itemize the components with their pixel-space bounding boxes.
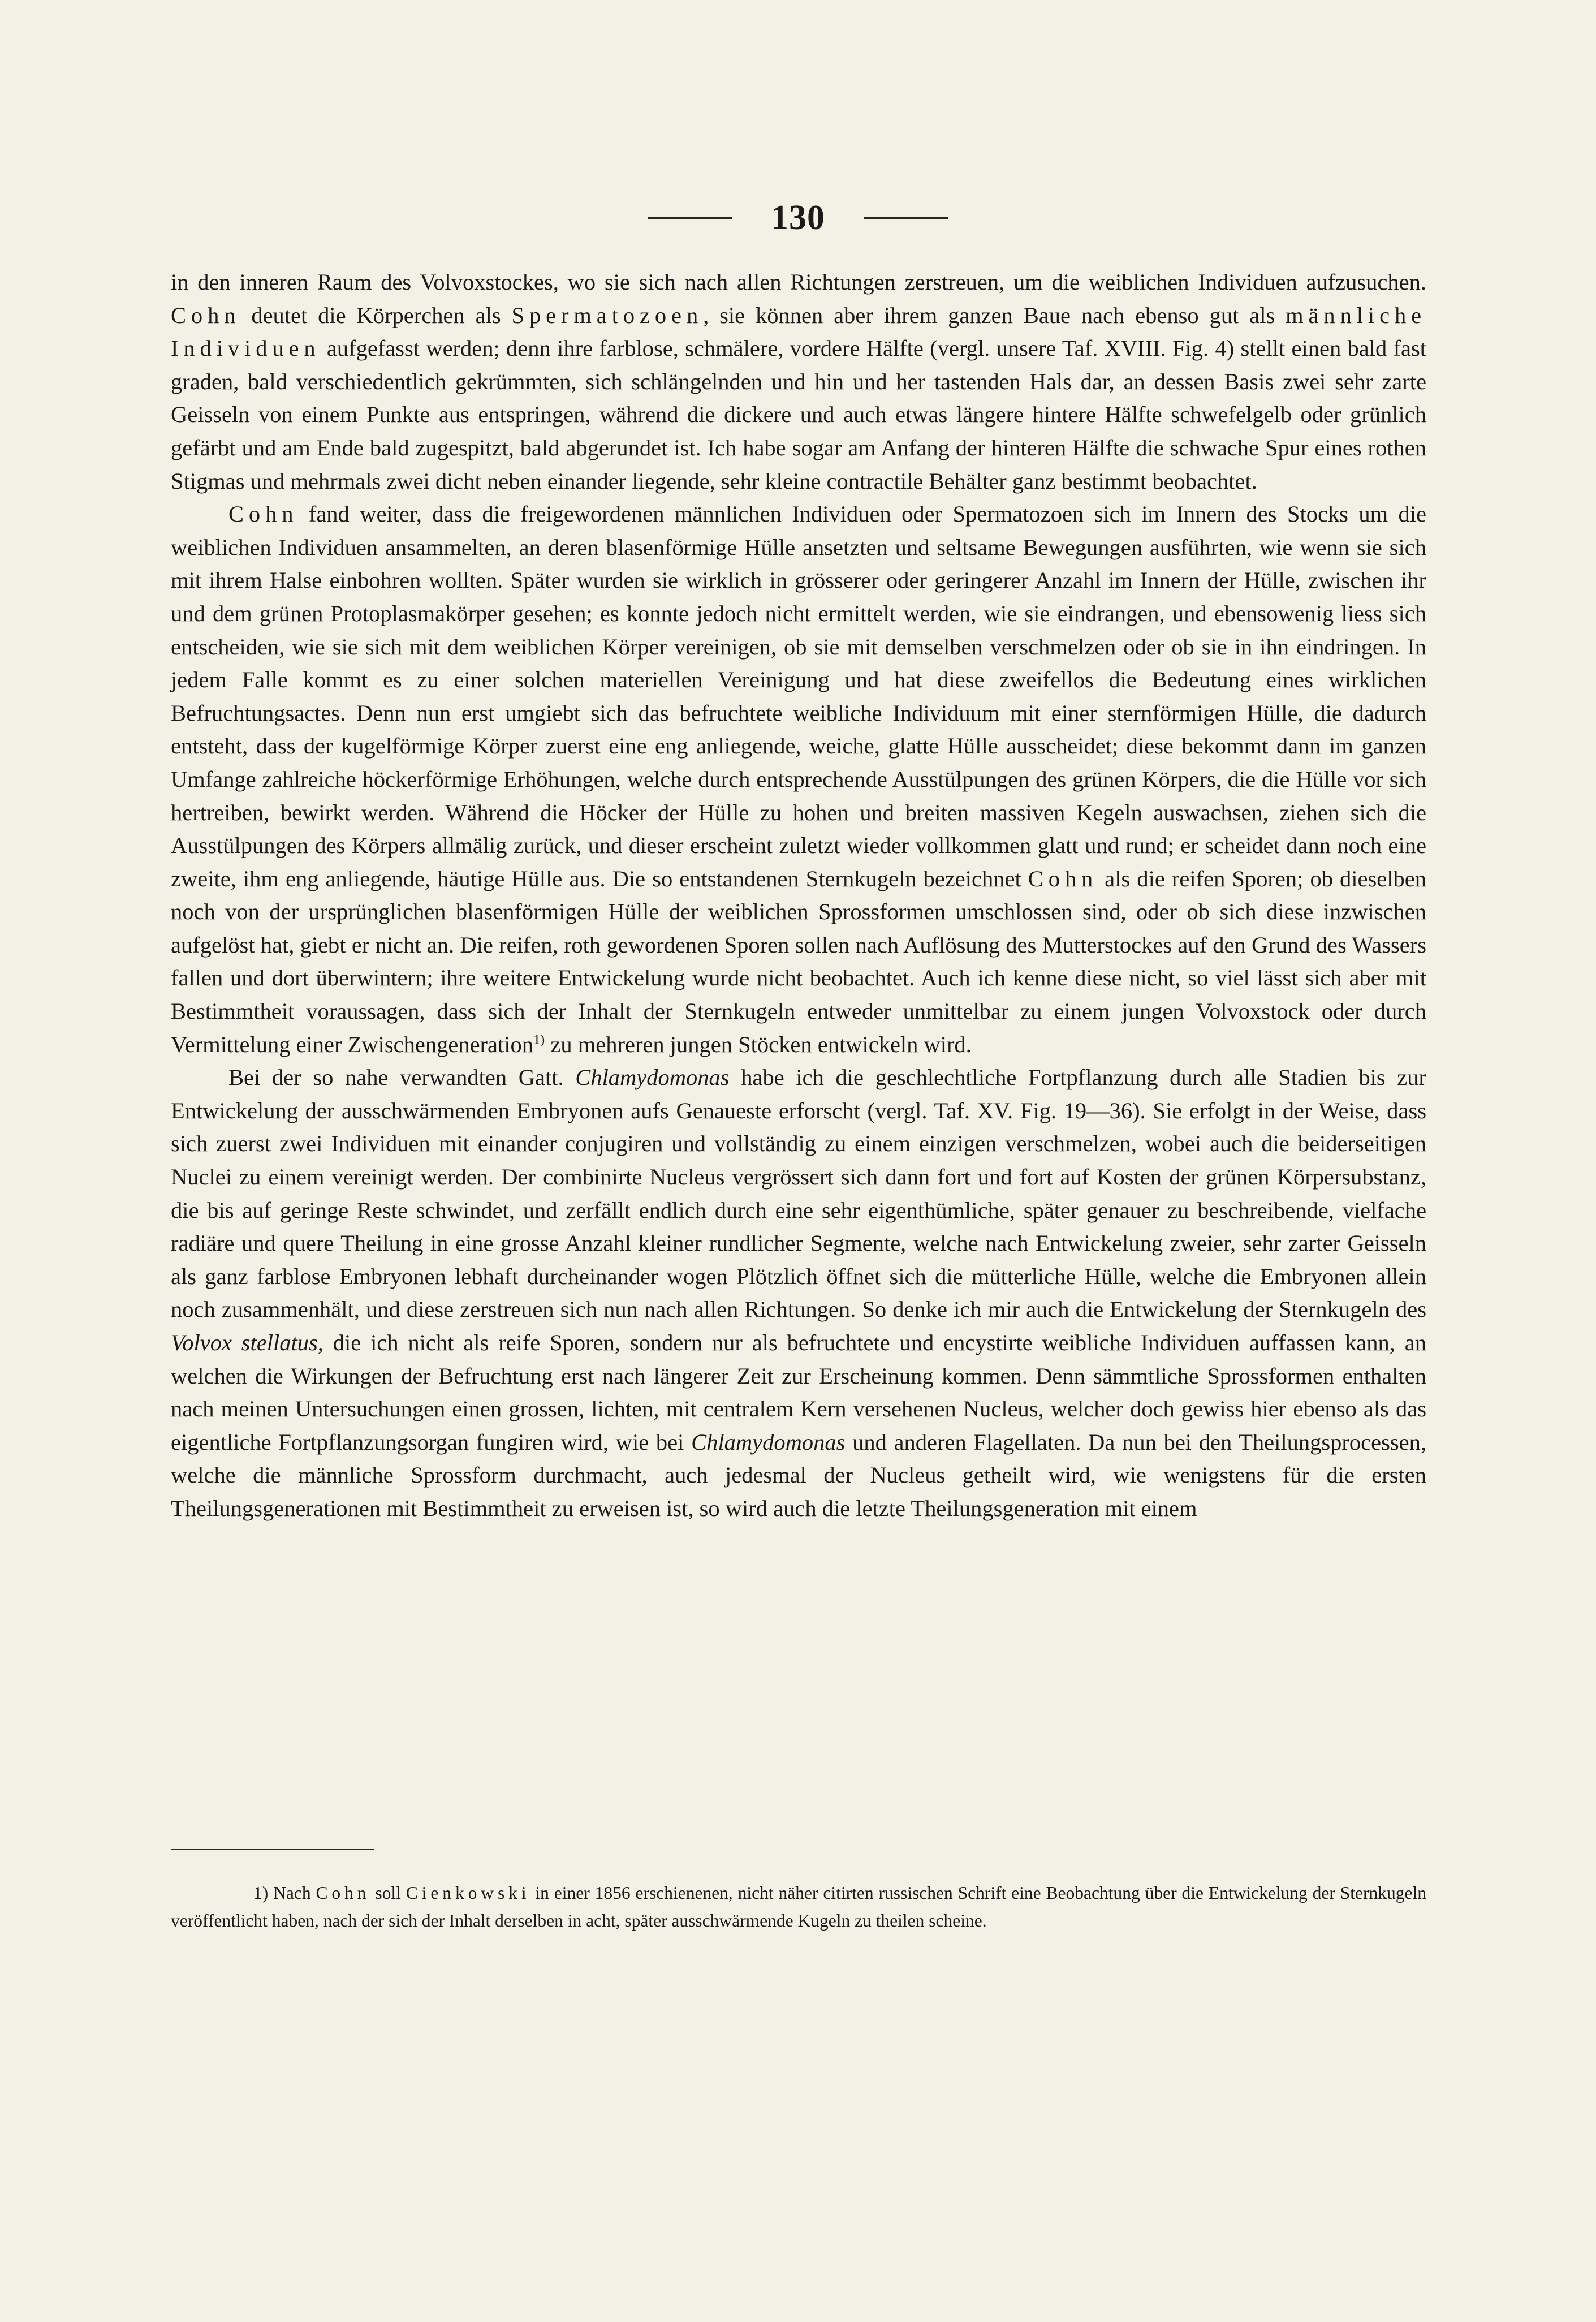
spaced-name: männliche Individuen xyxy=(171,302,1426,361)
footnote-rule xyxy=(171,1849,374,1850)
text-run: und anderen Flagellaten. Da nun bei den Theilungsprocessen, welche die männliche Sprossform durchmacht, auch jedesmal der Nucleus getheilt wird, wie wenigstens für die ersten Theilungsgenerationen mit Bestimmtheit zu erweisen ist, so wird auch die letzte Theilungsgeneration mit einem xyxy=(171,1429,1426,1521)
text-run: in den inneren Raum des Volvoxstockes, wo sie sich nach allen Richtungen zerstreuen, um die weiblichen Individuen aufzusuchen. xyxy=(171,269,1426,295)
footnote-marker: 1) xyxy=(533,1032,545,1048)
text-run: deutet die Körperchen als xyxy=(240,302,512,328)
text-run: aufgefasst werden; denn ihre farblose, schmälere, vordere Hälfte (vergl. unsere Taf. XVIII. Fig. 4) stellt einen bald fast graden, bald verschiedentlich gekrümmten, sich schlängelnden und hin und her tastenden Hals dar, an dessen Basis zwei sehr zarte Geisseln von einem Punkte aus entspringen, während die dickere und auch etwas längere hintere Hälfte schwefelgelb oder grünlich gefärbt und am Ende bald zugespitzt, bald abgerundet ist. Ich habe sogar am Anfang der hinteren Hälfte die schwache Spur eines rothen Stigmas und mehrmals zwei dicht neben einander liegende, sehr kleine contractile Behälter ganz bestimmt beobachtet. xyxy=(171,335,1426,494)
text-run: als die reifen Sporen; ob dieselben noch von der ursprünglichen blasenförmigen Hülle der weiblichen Sprossformen umschlossen sind, oder ob sich diese inzwischen aufgelöst hat, giebt er nicht an. Die reifen, roth gewordenen Sporen sollen nach Auflösung des Mutterstockes auf den Grund des Wassers fallen und dort überwintern; ihre weitere Entwickelung wurde nicht beobachtet. Auch ich kenne diese nicht, so viel lässt sich aber mit Bestimmtheit voraussagen, dass sich der Inhalt der Sternkugeln entweder unmittelbar zu einem jungen Volvoxstock oder durch Vermittelung einer Zwischengeneration xyxy=(171,865,1426,1057)
text-run: soll xyxy=(370,1882,406,1903)
text-run: fand weiter, dass die freigewordenen männlichen Individuen oder Spermatozoen sich im Innern des Stocks um die weiblichen Individuen ansammelten, an deren blasenförmige Hülle ansetzten und seltsame Bewegungen ausführten, wie wenn sie sich mit ihrem Halse einbohren wollten. Später wurden sie wirklich in grösserer oder geringerer Anzahl im Innern der Hülle, zwischen ihr und dem grünen Protoplasmakörper gesehen; es konnte jedoch nicht ermittelt werden, wie sie eindrangen, und ebensowenig liess sich entscheiden, wie sie sich mit dem weiblichen Körper vereinigen, ob sie mit demselben verschmelzen oder ob sie in ihn eindringen. In jedem Falle kommt es zu einer solchen materiellen Vereinigung und hat diese zweifellos die Bedeutung eines wirklichen Befruchtungsactes. Denn nun erst umgiebt sich das befruchtete weibliche Individuum mit einer sternförmigen Hülle, die dadurch entsteht, dass der kugelförmige Körper zuerst eine eng anliegende, weiche, glatte Hülle ausscheidet; diese bekommt dann im ganzen Umfange zahlreiche höckerförmige Erhöhungen, welche durch entsprechende Ausstülpungen des grünen Körpers, die die Hülle vor sich hertreiben, bewirkt werden. Während die Höcker der Hülle zu hohen und breiten massiven Kegeln auswachsen, ziehen sich die Ausstülpungen des Körpers allmälig zurück, und dieser erscheint zuletzt wieder vollkommen glatt und rund; er scheidet dann noch eine zweite, ihm eng anliegende, häutige Hülle aus. Die so entstandenen Sternkugeln bezeichnet xyxy=(171,501,1426,891)
text-run: Bei der so nahe verwandten Gatt. xyxy=(228,1065,576,1091)
text-run: , die ich nicht als reife Sporen, sondern nur als befruchtete und encystirte weibliche Individuen auffassen kann, an welchen die Wirkungen der Befruchtung erst nach längerer Zeit zur Erscheinung kommen. Denn sämmtliche Sprossformen enthalten nach meinen Untersuchungen einen grossen, lichten, mit centralem Kern versehenen Nucleus, welcher doch gewiss hier ebenso als das eigentliche Fortpflanzungsorgan fungiren wird, wie bei xyxy=(171,1330,1426,1455)
paragraph xyxy=(171,498,1426,1061)
spaced-name: Spermatozoen xyxy=(511,302,704,328)
spaced-name: Cohn xyxy=(228,501,299,527)
text-run: zu mehreren jungen Stöcken entwickeln wird. xyxy=(545,1031,972,1057)
page-number: 130 xyxy=(771,199,825,237)
header-rule-right xyxy=(864,217,948,219)
footnote xyxy=(171,1879,1426,1935)
text-run: 1) Nach xyxy=(253,1882,316,1903)
italic-text: Volvox stellatus xyxy=(171,1330,318,1355)
text-run: in einer 1856 erschienenen, nicht näher citirten russischen Schrift eine Beobachtung über die Entwickelung der Sternkugeln veröffentlicht haben, nach der sich der Inhalt derselben in acht, später ausschwärmende Kugeln zu theilen scheine. xyxy=(171,1882,1427,1931)
text-run: habe ich die geschlechtliche Fortpflanzung durch alle Stadien bis zur Entwickelung der ausschwärmenden Embryonen aufs Genaueste erforscht (vergl. Taf. XV. Fig. 19—36). Sie erfolgt in der Weise, dass sich zuerst zwei Individuen mit einander conjugiren und vollständig zu einem einzigen verschmelzen, wobei auch die beiderseitigen Nuclei zu einem vereinigt werden. Der combinirte Nucleus vergrössert sich dann fort und fort auf Kosten der grünen Körpersubstanz, die bis auf geringe Reste schwindet, und zerfällt endlich durch eine sehr eigenthümliche, später genauer zu beschreibende, vielfache radiäre und quere Theilung in eine grosse Anzahl kleiner rundlicher Segmente, welche nach Entwickelung zweier, sehr zarter Geisseln als ganz farblose Embryonen lebhaft durcheinander wogen Plötzlich öffnet sich die mütterliche Hülle, welche die Embryonen allein noch zusammenhält, und diese zerstreuen sich nun nach allen Richtungen. So denke ich mir auch die Entwickelung der Sternkugeln des xyxy=(171,1065,1426,1322)
italic-text: Chlamydomonas xyxy=(691,1429,846,1455)
body-text xyxy=(171,266,1426,1526)
paragraph xyxy=(171,266,1426,498)
spaced-name: Cohn xyxy=(316,1882,370,1903)
paragraph xyxy=(171,1061,1426,1525)
spaced-name: Cohn xyxy=(171,302,241,328)
italic-text: Chlamydomonas xyxy=(575,1065,730,1091)
page-header xyxy=(0,198,1596,238)
text-run: , sie können aber ihrem ganzen Baue nach ebenso gut als xyxy=(703,302,1286,328)
spaced-name: Cienkowski xyxy=(406,1882,530,1903)
header-rule-left xyxy=(648,217,732,219)
spaced-name: Cohn xyxy=(1028,865,1098,891)
